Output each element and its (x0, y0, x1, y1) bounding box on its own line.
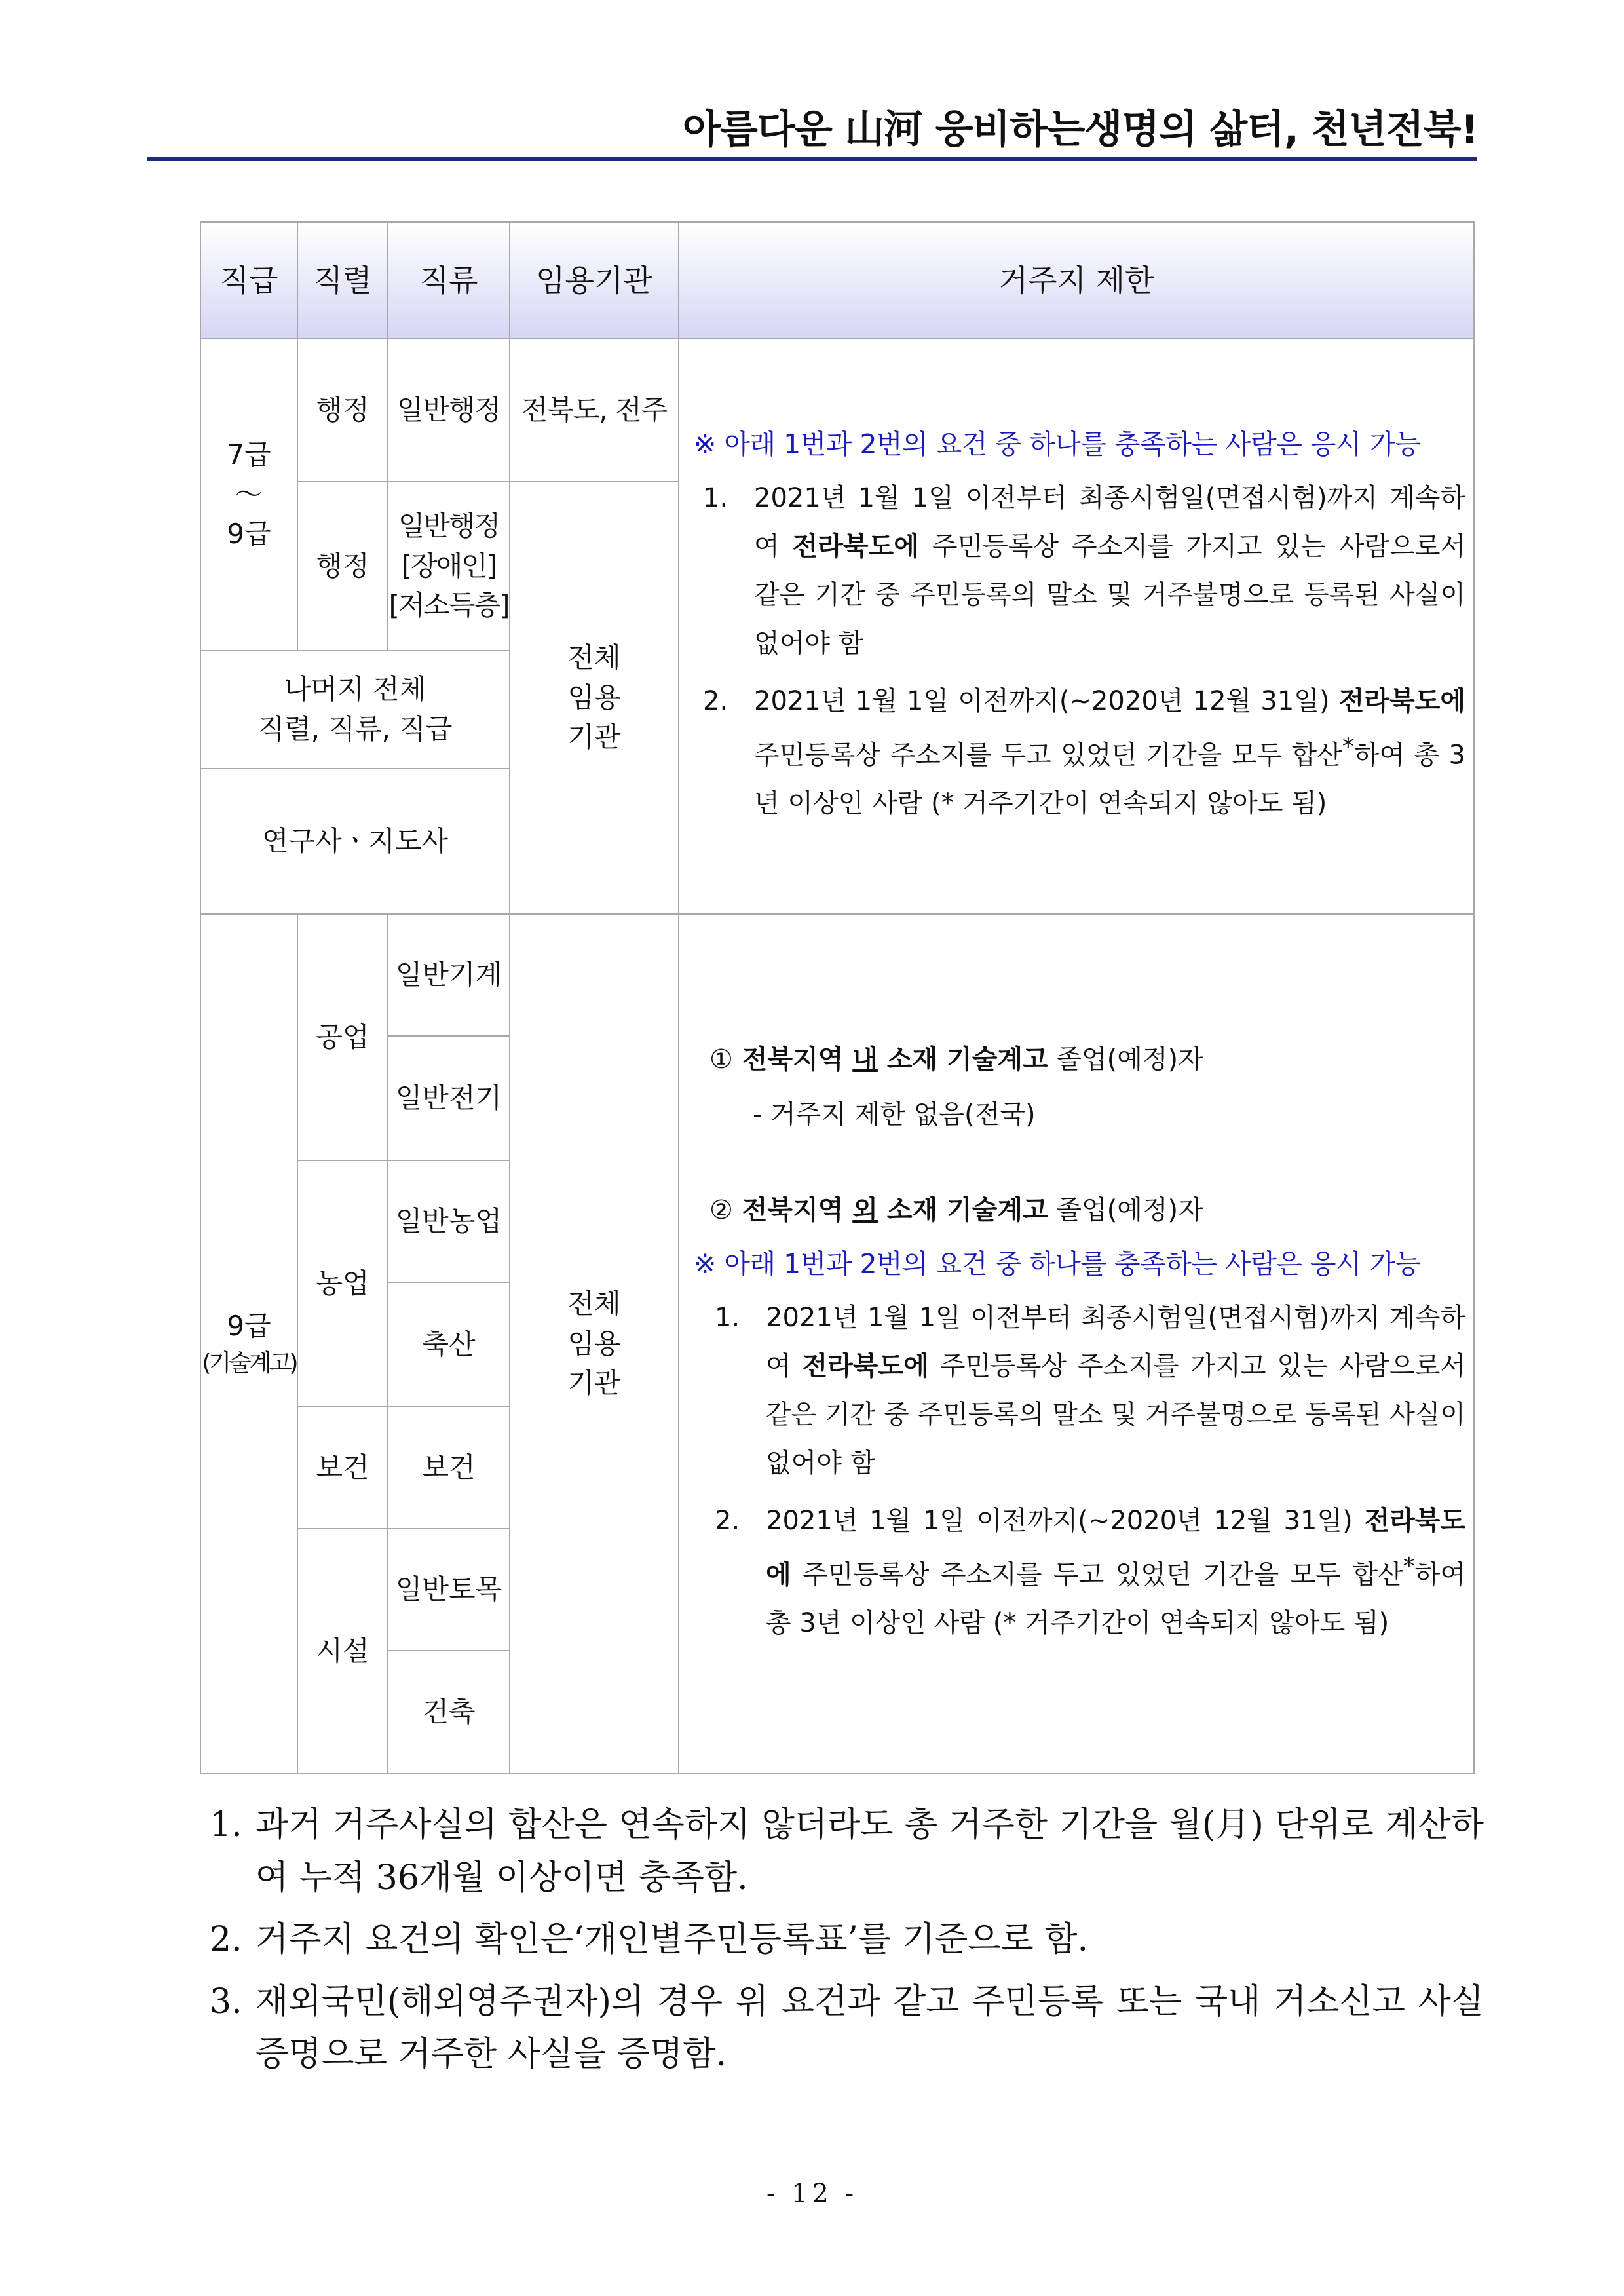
item-text: 주민등록상 주소지를 가지고 있는 사람으로서 같은 기간 중 주민등록의 말소 및 거주불명으로 등록된 사실이 없어야 함 (754, 531, 1465, 659)
item-bold-text: 전라북도에 (766, 1505, 1465, 1590)
item-bold-text: 전라북도에 (1338, 685, 1465, 716)
header-divider (147, 157, 1477, 161)
series-cell: 농업 (297, 1160, 388, 1407)
series-cell: 행정 (297, 482, 388, 651)
item-text: 주민등록상 주소지를 두고 있었던 기간을 모두 합산 (791, 1559, 1403, 1590)
item-bold-text: 전라북도에 (802, 1350, 929, 1381)
series-cell: 공업 (297, 914, 388, 1160)
footnote-item (210, 1799, 1484, 1904)
item-text: 2021년 1월 1일 이전까지(~2020년 12월 31일) (766, 1505, 1365, 1536)
other-series-cell: 나머지 전체 직렬, 직류, 직급 (200, 651, 510, 769)
series-cell: 보건 (297, 1407, 388, 1529)
item-text: 주민등록상 주소지를 가지고 있는 사람으로서 같은 기간 중 주민등록의 말소 및 거주불명으로 등록된 사실이 없어야 함 (766, 1350, 1465, 1478)
grade-cell: 7급 ～ 9급 (200, 339, 297, 651)
requirement-note: ※ 아래 1번과 2번의 요건 중 하나를 충족하는 사람은 응시 가능 (694, 429, 1421, 461)
item-text: 하여 총 3년 이상인 사람 (* 거주기간이 연속되지 않아도 됨) (754, 739, 1465, 818)
residency-requirements-table (200, 221, 1475, 1774)
footnote-number: 1. (210, 1805, 242, 1845)
grade-cell (200, 914, 297, 1774)
header-series: 직렬 (297, 222, 388, 339)
footnote-mark: * (1342, 733, 1354, 760)
header-kind: 직류 (388, 222, 510, 339)
table-row (200, 339, 1474, 482)
footnote-mark: * (1403, 1552, 1415, 1580)
header-grade: 직급 (200, 222, 297, 339)
kind-cell: 일반행정 [장애인] [저소득층] (388, 482, 510, 651)
requirement-item-1 (706, 1293, 1465, 1487)
requirement-item-2 (694, 677, 1465, 828)
requirement-item-2 (706, 1497, 1465, 1647)
requirement-circle-1: ① 전북지역 내 소재 기술계고 졸업(예정)자 (709, 1044, 1203, 1075)
item-text: 주민등록상 주소지를 두고 있었던 기간을 모두 합산 (754, 739, 1342, 770)
grade-sublabel: (기술계고) (202, 1350, 296, 1377)
item-text: 하여 총 3년 이상인 사람 (* 거주기간이 연속되지 않아도 됨) (766, 1559, 1465, 1638)
header-residency-limit: 거주지 제한 (679, 222, 1474, 339)
item-text: 2021년 1월 1일 이전부터 최종시험일(면접시험)까지 계속하여 (766, 1302, 1465, 1381)
footnotes (210, 1799, 1484, 2090)
kind-cell: 건축 (388, 1651, 510, 1774)
kind-cell: 보건 (388, 1407, 510, 1529)
requirement-dash-line: - 거주지 제한 없음(전국) (753, 1100, 1036, 1130)
requirement-circle-2: ② 전북지역 외 소재 기술계고 졸업(예정)자 (709, 1195, 1203, 1226)
kind-cell: 일반농업 (388, 1160, 510, 1282)
header-agency: 임용기관 (510, 222, 679, 339)
kind-cell: 일반토목 (388, 1529, 510, 1651)
table-header-row (200, 222, 1474, 339)
page-header-title: 아름다운 山河 웅비하는생명의 삶터, 천년전북! (682, 107, 1478, 153)
series-cell: 시설 (297, 1529, 388, 1774)
item-bold-text: 전라북도에 (792, 531, 919, 562)
agency-cell: 전북도, 전주 (510, 339, 679, 482)
footnote-text: 거주지 요건의 확인은‘개인별주민등록표’를 기준으로 함. (255, 1920, 1089, 1960)
item-text: 2021년 1월 1일 이전부터 최종시험일(면접시험)까지 계속하여 (754, 482, 1465, 562)
residency-requirement-cell (679, 914, 1474, 1774)
item-number: 2. (703, 685, 728, 716)
table-row (200, 914, 1474, 1036)
item-text: 2021년 1월 1일 이전까지(~2020년 12월 31일) (754, 685, 1339, 716)
footnote-text: 과거 거주사실의 합산은 연속하지 않더라도 총 거주한 기간을 월(月) 단위로 계산하여 누적 36개월 이상이면 충족함. (255, 1805, 1484, 1898)
researcher-cell: 연구사ㆍ지도사 (200, 769, 510, 914)
kind-cell: 일반행정 (388, 339, 510, 482)
kind-cell: 일반기계 (388, 914, 510, 1036)
requirement-note: ※ 아래 1번과 2번의 요건 중 하나를 충족하는 사람은 응시 가능 (694, 1248, 1421, 1280)
kind-cell: 축산 (388, 1282, 510, 1407)
residency-requirement-cell (679, 339, 1474, 914)
footnote-number: 3. (210, 1981, 242, 2021)
kind-cell: 일반전기 (388, 1036, 510, 1160)
item-number: 1. (715, 1302, 740, 1333)
footnote-item (210, 1976, 1484, 2081)
requirement-item-1 (694, 474, 1465, 668)
footnote-item (210, 1913, 1484, 1966)
page-number: - 12 - (766, 2179, 858, 2209)
footnote-number: 2. (210, 1920, 242, 1960)
grade-label: 9급 (227, 1310, 271, 1343)
agency-cell: 전체 임용 기관 (510, 482, 679, 914)
series-cell: 행정 (297, 339, 388, 482)
agency-cell: 전체 임용 기관 (510, 914, 679, 1774)
item-number: 2. (715, 1505, 740, 1536)
footnote-text: 재외국민(해외영주권자)의 경우 위 요건과 같고 주민등록 또는 국내 거소신고 사실 증명으로 거주한 사실을 증명함. (255, 1981, 1484, 2075)
item-number: 1. (703, 482, 728, 513)
